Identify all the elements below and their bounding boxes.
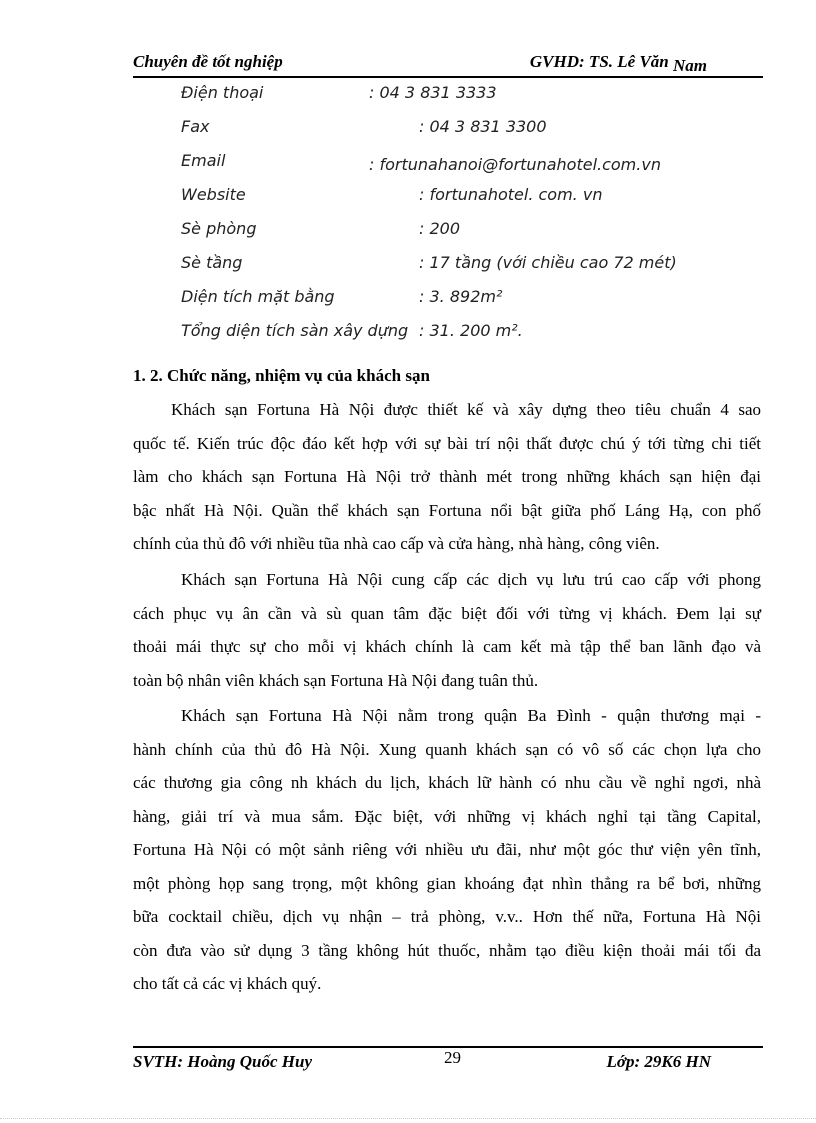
info-row-total-area: [181, 318, 741, 352]
section-heading: 1. 2. Chức năng, nhiệm vụ của khách sạn: [133, 366, 430, 385]
text-line: còn đưa vào sử dụng 3 tầng không hút thuốc, nhằm tạo điều kiện thoải mái tối đa: [133, 940, 761, 960]
footer-class: Lớp: 29K6 HN: [606, 1052, 711, 1071]
text-line: Khách sạn Fortuna Hà Nội nằm trong quận Ba Đình - quận thương mại -: [181, 706, 761, 725]
info-value: : 17 tầng (với chiều cao 72 mét): [419, 253, 677, 272]
info-value: : 3. 892m²: [419, 287, 503, 306]
text-line: toàn bộ nhân viên khách sạn Fortuna Hà Nội đang tuân thủ.: [133, 670, 539, 690]
text-line: Khách sạn Fortuna Hà Nội cung cấp các dịch vụ lưu trú cao cấp với phong: [181, 570, 761, 589]
hotel-info-list: [181, 80, 741, 352]
text-line: hàng, giải trí và mua sắm. Đặc biệt, với những vị khách nghỉ tại tầng Capital,: [133, 806, 761, 826]
info-label: Sè tầng: [181, 253, 243, 272]
info-label: Sè phòng: [181, 219, 257, 238]
text-line: bữa cocktail chiều, dịch vụ nhận – trả phòng, v.v.. Hơn thế nữa, Fortuna Hà Nội: [133, 907, 761, 926]
text-line: cách phục vụ ân cần và sù quan tâm đặc biệt đối với từng vị khách. Đem lại sự: [133, 603, 761, 623]
info-value: : fortunahotel. com. vn: [419, 185, 603, 204]
text-line: cho tất cả các vị khách quý.: [133, 974, 322, 993]
text-line: bậc nhất Hà Nội. Quần thể khách sạn Fortuna nổi bật giữa phố Láng Hạ, con phố: [133, 500, 761, 520]
header-advisor-name: Nam: [673, 56, 707, 75]
info-row-floors: [181, 250, 741, 284]
text-line: làm cho khách sạn Fortuna Hà Nội trở thành mét trong những khách sạn hiện đại: [133, 467, 761, 486]
info-label: Fax: [181, 117, 210, 136]
info-label: Tổng diện tích sàn xây dựng: [181, 321, 409, 340]
info-value: : 31. 200 m².: [419, 321, 523, 340]
text-line: hành chính của thủ đô Hà Nội. Xung quanh khách sạn có vô số các chọn lựa cho: [133, 739, 761, 759]
text-line: một phòng họp sang trọng, một không gian khoáng đạt nhìn thẳng ra bể bơi, những: [133, 873, 761, 893]
info-value: : 04 3 831 3300: [419, 117, 547, 136]
text-line: quốc tế. Kiến trúc độc đáo kết hợp với sự bài trí nội thất được chú ý tới từng chi tiết: [133, 433, 761, 453]
info-value: : 200: [419, 219, 461, 238]
header-advisor: GVHD: TS. Lê Văn Nam: [529, 52, 707, 75]
page-number: 29: [444, 1048, 461, 1067]
info-row-floor-area: [181, 284, 741, 318]
info-row-website: [181, 182, 741, 216]
info-value: : 04 3 831 3333: [369, 83, 497, 102]
paragraph-2: [133, 563, 761, 697]
paragraph-1: [133, 393, 761, 561]
text-line: Khách sạn Fortuna Hà Nội được thiết kế và xây dựng theo tiêu chuẩn 4 sao: [171, 400, 761, 419]
info-row-rooms: [181, 216, 741, 250]
page-header: [133, 52, 763, 78]
text-line: thoải mái thực sự cho mỗi vị khách chính là cam kết mà tập thể ban lãnh đạo và: [133, 637, 761, 656]
page-footer: [133, 1046, 763, 1078]
paragraph-3: [133, 699, 761, 1001]
page-edge-divider: [0, 1118, 816, 1119]
info-row-email: [181, 148, 741, 182]
info-row-phone: [181, 80, 741, 114]
header-title: Chuyên đề tốt nghiệp: [133, 52, 283, 71]
info-label: Website: [181, 185, 246, 204]
text-line: chính của thủ đô với nhiều tũa nhà cao cấp và cửa hàng, nhà hàng, công viên.: [133, 534, 660, 553]
info-label: Điện thoại: [181, 83, 264, 102]
info-label: Diện tích mặt bằng: [181, 287, 335, 306]
info-label: Email: [181, 151, 226, 170]
info-row-fax: [181, 114, 741, 148]
footer-student: SVTH: Hoàng Quốc Huy: [133, 1052, 312, 1071]
text-line: các thương gia công nh khách du lịch, khách lữ hành có nhu cầu về nghỉ ngơi, nhà: [133, 773, 761, 792]
info-value: : fortunahanoi@fortunahotel.com.vn: [369, 155, 661, 174]
text-line: Fortuna Hà Nội có một sảnh riêng với nhiều ưu đãi, như một góc thư viện yên tĩnh,: [133, 840, 761, 859]
